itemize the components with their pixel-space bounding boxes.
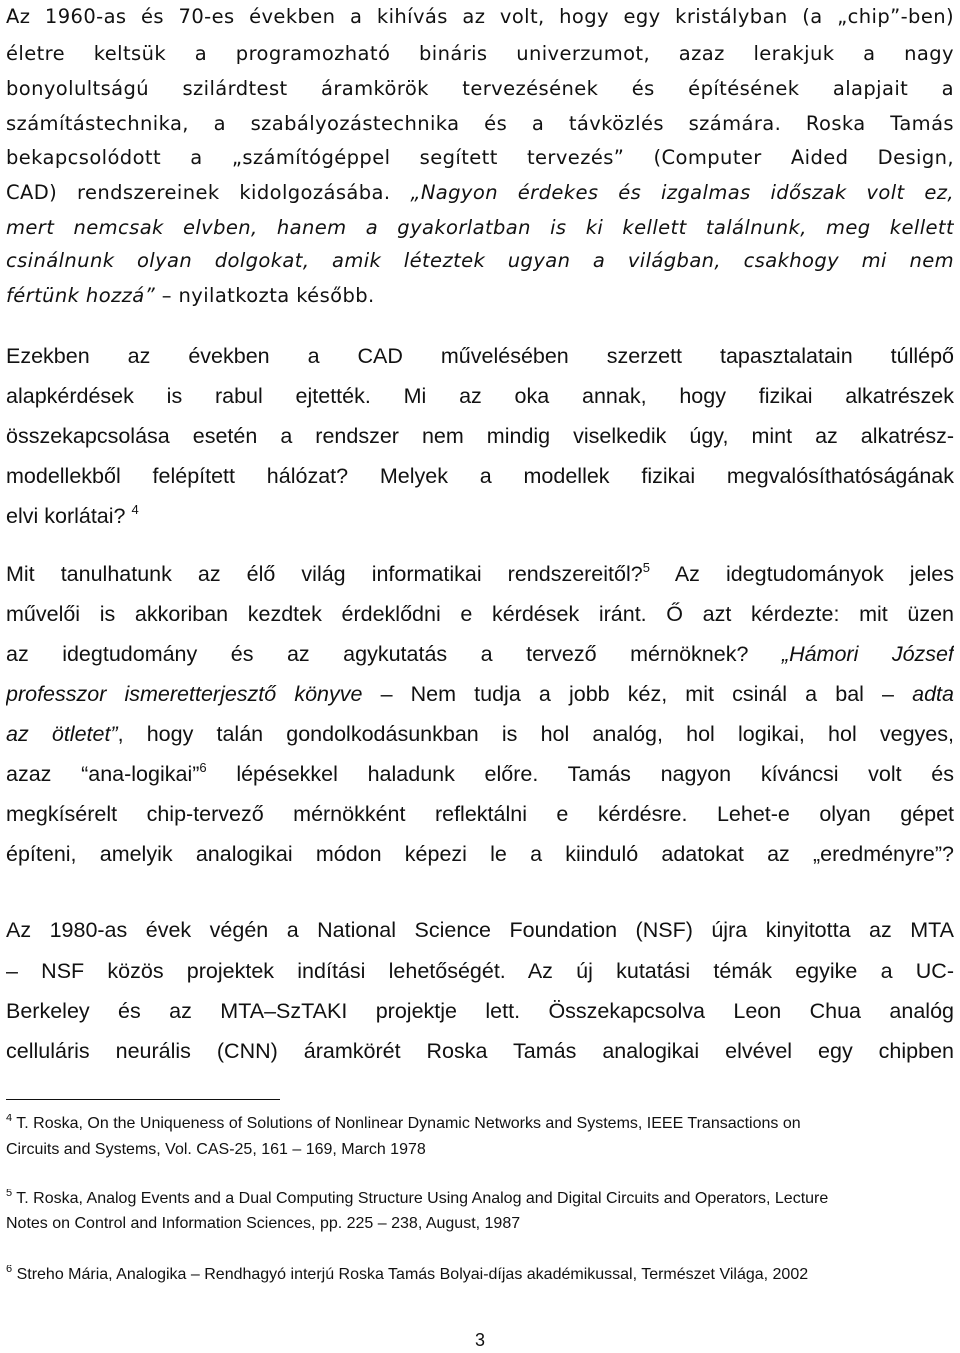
quote-span: „Nagyon érdekes és izgalmas időszak volt ez, — [410, 181, 954, 204]
quote-span: adta — [912, 682, 954, 706]
text-line: alapkérdések is rabul ejtették. Mi az oka annak, hogy fizikai alkatrészek — [6, 384, 954, 408]
text-span: CAD) rendszereinek kidolgozásába. — [6, 181, 411, 204]
text-line: bonyolultságú szilárdtest áramkörök tervezésének és építésének alapjait a — [6, 77, 954, 100]
text-line — [6, 180, 954, 206]
footnote-number: 5 — [6, 1189, 13, 1199]
text-line: Ezekben az években a CAD művelésében szerzett tapasztalatain túllépő — [6, 344, 954, 368]
text-line: mert nemcsak elvben, hanem a gyakorlatban is ki kellett találnunk, meg kellett — [6, 216, 954, 239]
quote-span: fértünk hozzá” — [6, 284, 156, 307]
footnote-number: 6 — [6, 1265, 13, 1275]
footnote-separator — [6, 1099, 280, 1100]
footnote-ref: 6 — [199, 761, 207, 775]
footnote-line — [6, 1114, 954, 1134]
text-line: megkísérelt chip-tervező mérnökként reflektálni e kérdésre. Lehet-e olyan gépet — [6, 802, 954, 826]
text-line — [6, 761, 954, 787]
text-line: számítástechnika, a szabályozástechnika és a távközlés számára. Roska Tamás — [6, 112, 954, 135]
text-line: Az 1980-as évek végén a National Science Foundation (NSF) újra kinyitotta az MTA — [6, 918, 954, 942]
text-span: az idegtudomány és az agykutatás a tervező mérnöknek? — [6, 642, 782, 666]
text-line — [6, 561, 954, 587]
text-line: csinálnunk olyan dolgokat, amik léteztek ugyan a világban, csakhogy mi nem — [6, 249, 954, 272]
text-line — [6, 503, 954, 529]
text-line: modellekből felépített hálózat? Melyek a modellek fizikai megvalósíthatóságának — [6, 464, 954, 488]
text-span: Mit tanulhatunk az élő világ informatikai rendszereitől? — [6, 562, 643, 586]
text-span: azaz “ana-logikai” — [6, 762, 200, 786]
text-line — [6, 641, 954, 667]
footnote-line — [6, 1189, 954, 1209]
text-line: építeni, amelyik analogikai módon képezi le a kiinduló adatokat az „eredményre”? — [6, 842, 954, 866]
footnote-text: Streho Mária, Analogika – Rendhagyó interjú Roska Tamás Bolyai-díjas akadémikussal, Természet Világa, 2002 — [12, 1266, 809, 1283]
footnote-ref: 4 — [131, 503, 139, 517]
text-span: Az idegtudományok jeles — [649, 562, 954, 586]
text-line: bekapcsolódott a „számítógéppel segített tervezés” (Computer Aided Design, — [6, 146, 954, 169]
footnote-number: 4 — [6, 1114, 13, 1124]
footnote-text: T. Roska, Analog Events and a Dual Computing Structure Using Analog and Digital Circuits and Operators, Lecture — [12, 1190, 829, 1207]
text-span: lépésekkel haladunk előre. Tamás nagyon kíváncsi volt és — [206, 762, 954, 786]
footnote-line: Notes on Control and Information Sciences, pp. 225 – 238, August, 1987 — [6, 1215, 521, 1232]
text-line — [6, 721, 954, 747]
text-line: Az 1960-as és 70-es években a kihívás az volt, hogy egy kristályban (a „chip”-ben) — [6, 5, 954, 28]
text-span: , hogy talán gondolkodásunkban is hol analóg, hol logikai, hol vegyes, — [117, 722, 954, 746]
text-line — [6, 283, 954, 309]
text-line: összekapcsolása esetén a rendszer nem mindig viselkedik úgy, mint az alkatrész- — [6, 424, 954, 448]
footnote-ref: 5 — [642, 561, 650, 575]
text-line: – NSF közös projektek indítási lehetőségét. Az új kutatási témák egyike a UC- — [6, 959, 954, 983]
quote-span: „Hámori József — [781, 642, 954, 666]
text-span: elvi korlátai? — [6, 504, 126, 528]
text-line: életre keltsük a programozható bináris univerzumot, azaz lerakjuk a nagy — [6, 42, 954, 65]
quote-span: professzor ismeretterjesztő könyve — [6, 682, 363, 706]
page-number: 3 — [474, 1330, 485, 1350]
text-line: celluláris neurális (CNN) áramkörét Roska Tamás analogikai elvével egy chipben — [6, 1039, 954, 1063]
text-span: – nyilatkozta később. — [155, 284, 375, 307]
text-line: Berkeley és az MTA–SzTAKI projektje lett. Összekapcsolva Leon Chua analóg — [6, 999, 954, 1023]
quote-span: az ötletet” — [6, 722, 118, 746]
footnote-text: T. Roska, On the Uniqueness of Solutions of Nonlinear Dynamic Networks and Systems, IEEE Transactions on — [12, 1115, 801, 1132]
text-span: – Nem tudja a jobb kéz, mit csinál a bal – — [362, 682, 913, 706]
footnote-line: Circuits and Systems, Vol. CAS-25, 161 – 169, March 1978 — [6, 1141, 426, 1158]
text-line: művelői is akkoriban kezdtek érdeklődni e kérdések iránt. Ő azt kérdezte: mit üzen — [6, 602, 954, 626]
footnote-line — [6, 1265, 954, 1285]
text-line — [6, 681, 954, 707]
